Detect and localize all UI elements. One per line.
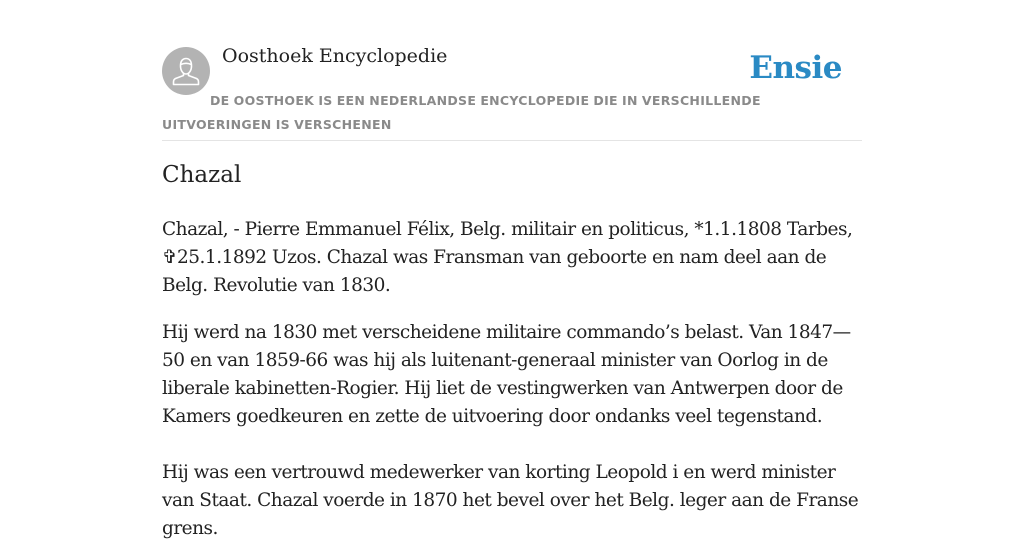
user-silhouette-icon[interactable] <box>162 47 210 95</box>
article-paragraph-2: Hij werd na 1830 met verscheidene militaire commando’s belast. Van 1847—50 en van 1859-66 was hij als luitenant-generaal minister van Oorlog in de liberale kabinetten-Rogier. Hij liet de vestingwerken van Antwerpen door de Kamers goedkeuren en zette de uitvoering door ondanks veel tegenstand. <box>162 322 851 427</box>
brand-logo[interactable]: Ensie <box>749 50 842 86</box>
page <box>162 0 862 539</box>
article-title: Chazal <box>162 162 242 188</box>
source-description: DE OOSTHOEK IS EEN NEDERLANDSE ENCYCLOPEDIE DIE IN VERSCHILLENDE UITVOERINGEN IS VERSCHENEN <box>162 93 761 132</box>
header <box>162 0 862 141</box>
source-title-link[interactable]: Oosthoek Encyclopedie <box>222 45 448 67</box>
article-paragraph-1: Chazal, - Pierre Emmanuel Félix, Belg. militair en politicus, *1.1.1808 Tarbes, ✞25.1.1892 Uzos. Chazal was Fransman van geboorte en nam deel aan de Belg. Revolutie van 1830. <box>162 219 853 296</box>
article-paragraph-3: Hij was een vertrouwd medewerker van korting Leopold i en werd minister van Staat. Chazal voerde in 1870 het bevel over het Belg. leger aan de Franse grens. <box>162 462 859 539</box>
